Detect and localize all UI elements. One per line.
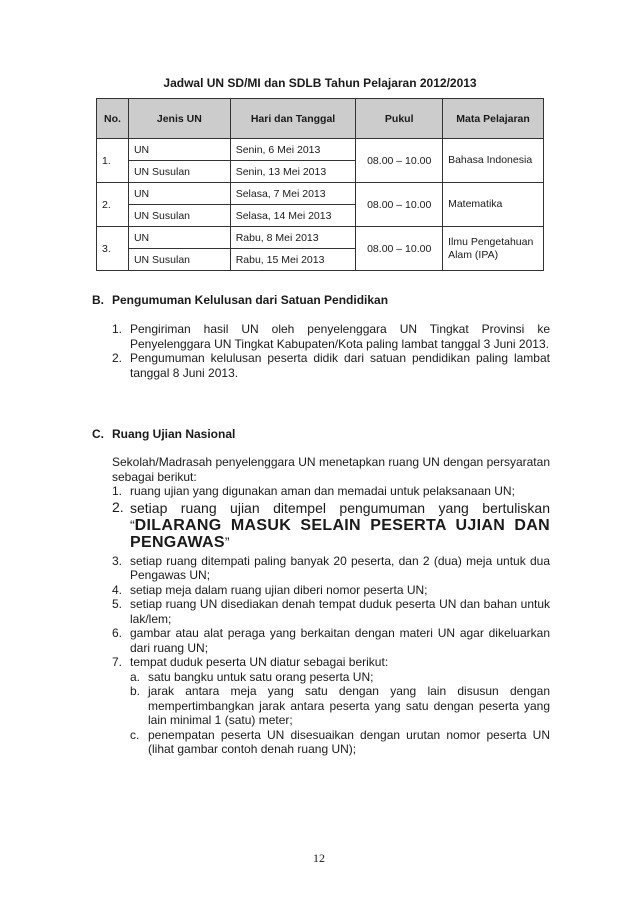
list-number: 1. <box>112 322 123 336</box>
list-number: 2. <box>112 498 124 515</box>
subject-cell: Bahasa Indonesia <box>443 139 544 183</box>
table-row <box>97 227 544 249</box>
list-text: tempat duduk peserta UN diatur sebagai berikut: <box>130 655 389 669</box>
jenis-un-cell: UN <box>128 139 230 161</box>
jenis-un-cell: UN <box>128 183 230 205</box>
list-item <box>112 322 550 351</box>
list-item <box>112 597 550 626</box>
table-row <box>97 183 544 205</box>
sub-list-letter: b. <box>130 684 141 698</box>
row-number: 1. <box>97 139 129 183</box>
exam-schedule-table <box>96 98 544 271</box>
list-text: ruang ujian yang digunakan aman dan memadai untuk pelaksanaan UN; <box>130 484 515 498</box>
section-letter: C. <box>92 427 104 441</box>
list-text: setiap ruang UN disediakan denah tempat duduk peserta UN dan bahan untuk lak/lem; <box>130 597 550 626</box>
list-item <box>112 655 550 757</box>
list-text: setiap ruang ujian ditempel pengumuman yang bertuliskan “ <box>130 499 550 533</box>
section-letter: B. <box>92 293 104 307</box>
list-text: Pengiriman hasil UN oleh penyelenggara UN Tingkat Provinsi ke Penyelenggara UN Tingkat Kabupaten/Kota paling lambat tanggal 3 Juni 2013. <box>130 322 550 351</box>
list-item <box>112 554 550 583</box>
section-b-heading <box>92 293 388 307</box>
jenis-un-cell: UN <box>128 227 230 249</box>
date-cell: Senin, 6 Mei 2013 <box>230 139 356 161</box>
section-c-list <box>112 484 550 757</box>
row-number: 2. <box>97 183 129 227</box>
list-item <box>112 351 550 380</box>
date-cell: Rabu, 8 Mei 2013 <box>230 227 356 249</box>
sub-list-item <box>130 728 550 757</box>
header-pukul: Pukul <box>356 99 443 139</box>
table-row <box>97 139 544 161</box>
sub-list-text: jarak antara meja yang satu dengan yang lain disusun dengan mempertimbangkan jarak antara peserta yang satu dengan peserta yang lain minimal 1 (satu) meter; <box>148 684 550 727</box>
time-cell: 08.00 – 10.00 <box>356 139 443 183</box>
header-hari-tanggal: Hari dan Tanggal <box>230 99 356 139</box>
section-b-list <box>112 322 550 380</box>
list-text: setiap meja dalam ruang ujian diberi nomor peserta UN; <box>130 582 428 597</box>
header-jenis-un: Jenis UN <box>128 99 230 139</box>
sub-list-text: penempatan peserta UN disesuaikan dengan urutan nomor peserta UN (lihat gambar contoh denah ruang UN); <box>148 727 550 756</box>
list-text: Pengumuman kelulusan peserta didik dari satuan pendidikan paling lambat tanggal 8 Juni 2013. <box>130 351 550 380</box>
section-title: Ruang Ujian Nasional <box>112 427 236 441</box>
table-header-row <box>97 99 544 139</box>
list-text: ” <box>224 533 230 550</box>
list-number: 4. <box>112 582 123 597</box>
section-title: Pengumuman Kelulusan dari Satuan Pendidikan <box>112 293 389 307</box>
list-number: 6. <box>112 626 123 640</box>
sub-list-letter: c. <box>130 727 140 742</box>
list-number: 2. <box>112 351 123 365</box>
date-cell: Senin, 13 Mei 2013 <box>230 161 356 183</box>
jenis-un-cell: UN Susulan <box>128 161 230 183</box>
table-title: Jadwal UN SD/MI dan SDLB Tahun Pelajaran 2012/2013 <box>163 76 477 90</box>
time-cell: 08.00 – 10.00 <box>356 227 443 271</box>
list-number: 7. <box>112 655 123 669</box>
section-c-heading <box>92 427 235 441</box>
list-text: setiap ruang ditempati paling banyak 20 peserta, dan 2 (dua) meja untuk dua Pengawas UN; <box>130 553 550 582</box>
time-cell: 08.00 – 10.00 <box>356 183 443 227</box>
page-number: 12 <box>313 851 325 865</box>
list-item <box>112 626 550 655</box>
list-number: 1. <box>112 484 123 498</box>
sub-list-item <box>130 684 550 728</box>
sub-list-text: satu bangku untuk satu orang peserta UN; <box>148 669 374 684</box>
jenis-un-cell: UN Susulan <box>128 205 230 227</box>
date-cell: Selasa, 14 Mei 2013 <box>230 205 356 227</box>
row-number: 3. <box>97 227 129 271</box>
warning-notice-text: DILARANG MASUK SELAIN PESERTA UJIAN DAN PENGAWAS <box>130 516 550 551</box>
header-mata-pelajaran: Mata Pelajaran <box>443 99 544 139</box>
section-c-intro: Sekolah/Madrasah penyelenggara UN menetapkan ruang UN dengan persyaratan sebagai berikut: <box>112 455 550 484</box>
list-text: gambar atau alat peraga yang berkaitan dengan materi UN agar dikeluarkan dari ruang UN; <box>130 626 550 655</box>
subject-cell: Matematika <box>443 183 544 227</box>
list-item <box>112 583 550 598</box>
sub-list-letter: a. <box>130 669 141 684</box>
date-cell: Selasa, 7 Mei 2013 <box>230 183 356 205</box>
list-item <box>112 500 550 551</box>
header-no: No. <box>97 99 129 139</box>
date-cell: Rabu, 15 Mei 2013 <box>230 249 356 271</box>
list-number: 3. <box>112 553 123 568</box>
list-number: 5. <box>112 597 123 611</box>
list-item <box>112 484 550 499</box>
jenis-un-cell: UN Susulan <box>128 249 230 271</box>
sub-list-item <box>130 670 550 685</box>
subject-cell: Ilmu Pengetahuan Alam (IPA) <box>443 227 544 271</box>
